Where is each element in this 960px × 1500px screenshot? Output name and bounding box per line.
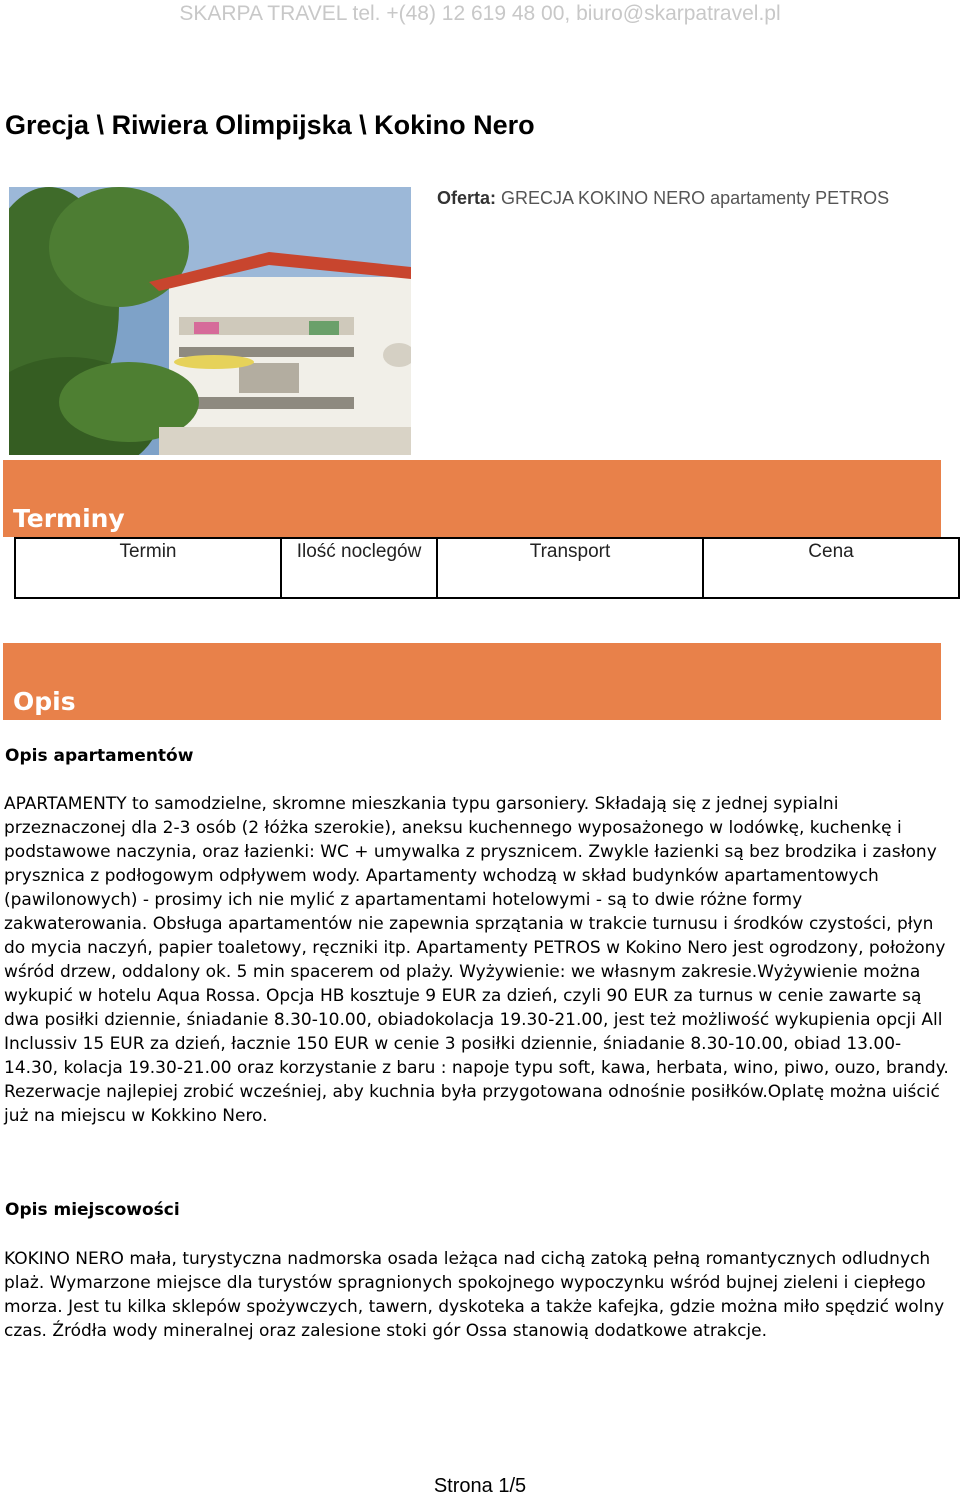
- town-description: KOKINO NERO mała, turystyczna nadmorska osada leżąca nad cichą zatoką pełną romantycznych odludnych plaż. Wymarzone miejsce dla turystów spragnionych spokojnego wypoczynku wśród bujnej zieleni i ciepłego morza. Jest tu kilka sklepów spożywczych, tawern, dyskoteka a także kafejka, gdzie można miło spędzić wolny czas. Źródła wody mineralnej oraz zalesione stoki gór Ossa stanowią dodatkowe atrakcje.: [4, 1249, 945, 1341]
- offer-title: [425, 186, 945, 211]
- town-heading: Opis miejscowości: [5, 1200, 180, 1220]
- apartments-heading: Opis apartamentów: [5, 746, 194, 766]
- column-header-nights: Ilość noclegów: [281, 538, 437, 598]
- breadcrumb: Grecja \ Riwiera Olimpijska \ Kokino Nero: [5, 110, 535, 140]
- description-section-header: [3, 643, 941, 720]
- apartments-description: APARTAMENTY to samodzielne, skromne mieszkania typu garsoniery. Składają się z jednej sypialni przeznaczonej dla 2-3 osób (2 łóżka szerokie), aneksu kuchennego wyposażonego w lodówkę, kuchenkę i podstawowe naczynia, oraz łazienki: WC + umywalka z prysznicem. Zwykle łazienki są bez brodzika i zasłony prysznica z podłogowym odpływem wody. Apartamenty wchodzą w skład budynków apartamentowych (pawilonowych) - prosimy ich nie mylić z apartamentami hotelowymi - są to dwie różne formy zakwaterowania. Obsługa apartamentów nie zapewnia sprzątania w trakcie turnusu i środków czystości, płyn do mycia naczyń, papier toaletowy, ręczniki itp. Apartamenty PETROS w Kokino Nero jest ogrodzony, położony wśród drzew, oddalony ok. 5 min spacerem od plaży. Wyżywienie: we własnym zakresie.Wyżywienie można wykupić w hotelu Aqua Rossa. Opcja HB kosztuje 9 EUR za dzień, czyli 90 EUR za turnus w cenie zawarte są dwa posiłki dziennie, śniadanie 8.30-10.00, obiadokolacja 19.30-21.00, jest też możliwość wykupienia opcji All Inclussiv 15 EUR za dzień, łacznie 150 EUR w cenie 3 posiłki dziennie, śniadanie 8.30-10.00, obiad 13.00-14.30, kolacja 19.30-21.00 oraz korzystanie z baru : napoje typu soft, kawa, herbata, wino, piwo, ouzo, brandy. Rezerwacje najlepiej zrobić wcześniej, aby kuchnia była przygotowana odnośnie posiłków.Oplatę można uiścić już na miejscu w Kokkino Nero.: [4, 794, 949, 1126]
- column-header-transport: Transport: [437, 538, 703, 598]
- terms-section-header: [3, 460, 941, 537]
- description-title: Opis: [13, 687, 76, 716]
- terms-title: Terminy: [13, 504, 125, 533]
- column-header-termin: Termin: [15, 538, 281, 598]
- terms-table: [14, 537, 960, 599]
- agency-contact-header: SKARPA TRAVEL tel. +(48) 12 619 48 00, biuro@skarpatravel.pl: [179, 2, 781, 25]
- page-number: Strona 1/5: [433, 1475, 527, 1497]
- offer-label: Oferta:: [437, 188, 497, 208]
- terms-table-header-row: [15, 538, 959, 598]
- offer-name: GRECJA KOKINO NERO apartamenty PETROS: [501, 188, 890, 208]
- apartment-photo: [9, 187, 411, 455]
- column-header-price: Cena: [703, 538, 959, 598]
